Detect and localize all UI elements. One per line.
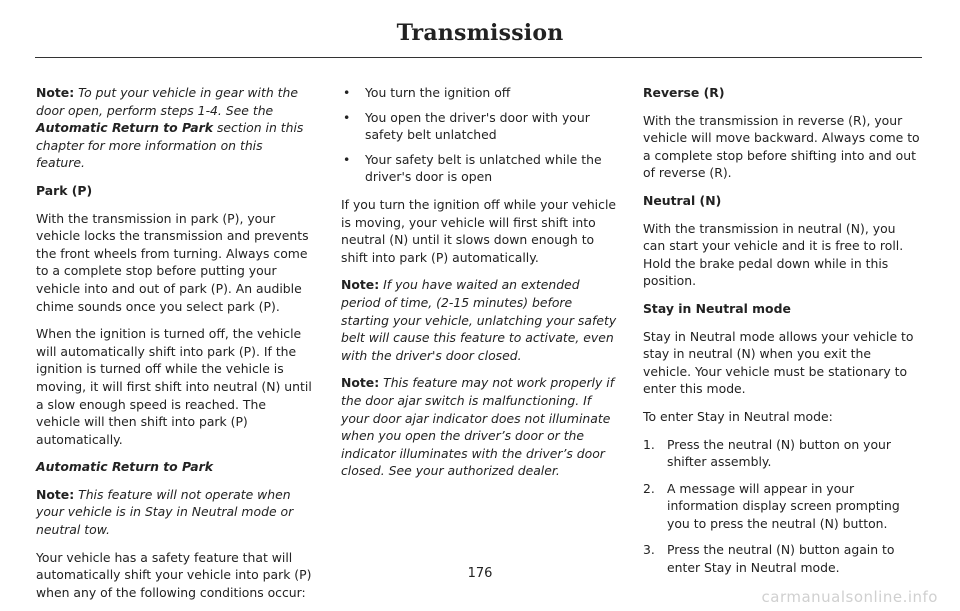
note-label: Note: bbox=[36, 85, 75, 100]
heading-automatic-return-to-park: Automatic Return to Park bbox=[36, 459, 214, 475]
step-number: 1. bbox=[643, 436, 655, 452]
paragraph-ignition-off-moving: If you turn the ignition off while your vehicle is moving, your vehicle will first shift into neutral (N) until it slows down enough to shift into park (P) automatically. bbox=[341, 196, 617, 265]
heading-reverse: Reverse (R) bbox=[643, 85, 725, 100]
note-text: If you have waited an extended period of time, (2-15 minutes) before starting your vehicle, unlatching your safety belt will cause this feature to activate, even with the driver's door closed. bbox=[341, 277, 617, 363]
list-item-text: You open the driver's door with your safety belt unlatched bbox=[365, 109, 590, 143]
list-item-text: Your safety belt is unlatched while the driver's door is open bbox=[365, 151, 602, 185]
page-title: Transmission bbox=[396, 20, 564, 46]
note-stay-in-neutral bbox=[36, 486, 314, 539]
note-extended-period bbox=[341, 276, 619, 364]
note-text-b: section in this chapter for more information on this feature. bbox=[36, 120, 304, 171]
column-2 bbox=[341, 84, 619, 490]
note-return-to-park bbox=[36, 84, 314, 172]
paragraph-neutral: With the transmission in neutral (N), you can start your vehicle and it is free to roll. Hold the brake pedal down while in this position. bbox=[643, 220, 904, 289]
conditions-list bbox=[341, 84, 619, 186]
paragraph-arp-conditions: Your vehicle has a safety feature that will automatically shift your vehicle into park (P) when any of the following conditions occur: bbox=[36, 549, 312, 600]
heading-stay-in-neutral: Stay in Neutral mode bbox=[643, 300, 791, 316]
bullet-icon: • bbox=[343, 85, 351, 100]
note-label: Note: bbox=[341, 277, 380, 293]
heading-neutral: Neutral (N) bbox=[643, 192, 722, 208]
list-item bbox=[341, 151, 619, 186]
note-label: Note: bbox=[36, 486, 75, 502]
header-divider bbox=[35, 57, 922, 58]
step-text: A message will appear in your information display screen prompting you to press the neutral (N) button. bbox=[667, 480, 900, 531]
section-reference-link[interactable]: Automatic Return to Park bbox=[36, 120, 214, 136]
paragraph-park-1: With the transmission in park (P), your vehicle locks the transmission and prevents the front wheels from turning. Always come to a complete stop before putting your vehicle into and out of park (P). An audible chime sounds once you select park (P). bbox=[36, 210, 309, 314]
paragraph-steps-intro: To enter Stay in Neutral mode: bbox=[643, 408, 833, 424]
list-item-text: You turn the ignition off bbox=[365, 85, 511, 100]
step-text: Press the neutral (N) button again to enter Stay in Neutral mode. bbox=[667, 542, 895, 576]
note-label: Note: bbox=[341, 375, 380, 391]
note-text: This feature will not operate when your vehicle is in Stay in Neutral mode or neutral tow. bbox=[36, 486, 294, 538]
paragraph-reverse: With the transmission in reverse (R), your vehicle will move backward. Always come to a complete stop before shifting into and out of reverse (R). bbox=[643, 112, 920, 181]
step-text: Press the neutral (N) button on your shifter assembly. bbox=[667, 436, 891, 470]
column-1 bbox=[36, 84, 314, 611]
bullet-icon: • bbox=[343, 151, 351, 167]
note-door-ajar bbox=[341, 374, 619, 480]
list-item bbox=[341, 84, 619, 102]
paragraph-park-2: When the ignition is turned off, the vehicle will automatically shift into park (P). If the ignition is turned off while the vehicle is moving, it will first shift into neutral (N) until a slow enough speed is reached. The vehicle will then shift into park (P) automatically. bbox=[36, 326, 312, 447]
column-3 bbox=[643, 84, 921, 586]
list-item bbox=[341, 109, 619, 144]
note-text-a: To put your vehicle in gear with the door open, perform steps 1-4. See the bbox=[36, 85, 298, 118]
heading-park: Park (P) bbox=[36, 182, 93, 198]
watermark: carmanualsonline.info bbox=[761, 588, 938, 606]
step-item bbox=[643, 436, 921, 471]
bullet-icon: • bbox=[343, 109, 351, 125]
step-number: 2. bbox=[643, 480, 655, 496]
paragraph-stay-in-neutral: Stay in Neutral mode allows your vehicle to stay in neutral (N) when you exit the vehicle. Your vehicle must be stationary to enter this mode. bbox=[643, 328, 914, 397]
step-number: 3. bbox=[643, 542, 655, 558]
note-text: This feature may not work properly if the door ajar switch is malfunctioning. If your door ajar indicator does not illuminate when you open the driver’s door or the indicator illuminates with the driver’s door closed. See your authorized dealer. bbox=[341, 375, 615, 479]
page-number: 176 bbox=[467, 566, 493, 581]
steps-list bbox=[643, 436, 921, 577]
step-item bbox=[643, 480, 921, 533]
